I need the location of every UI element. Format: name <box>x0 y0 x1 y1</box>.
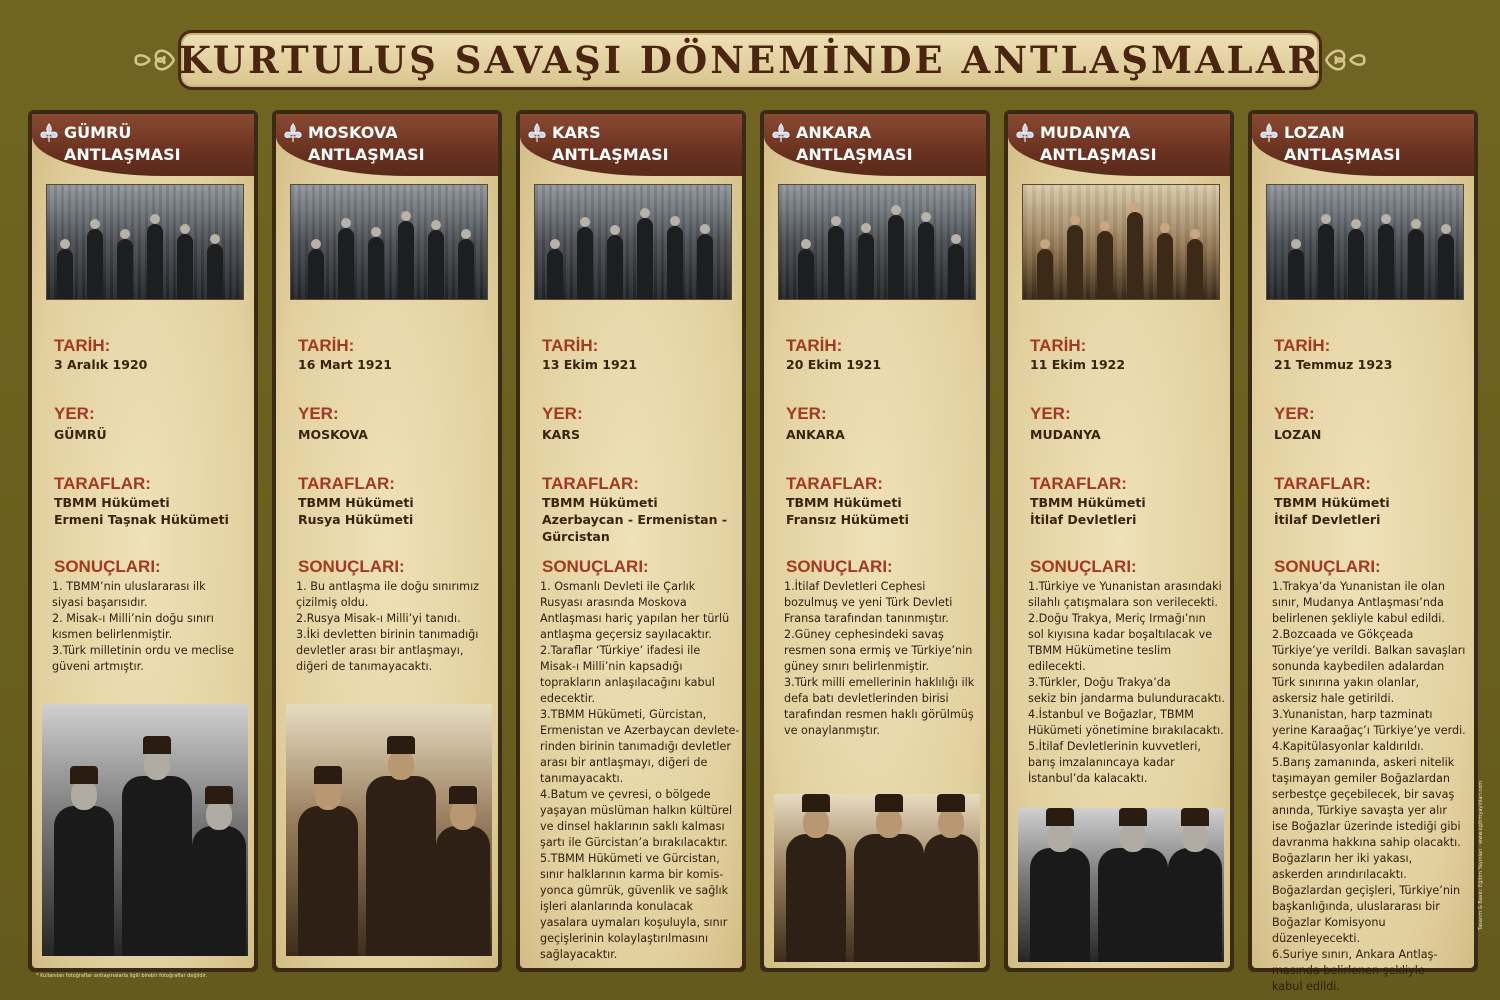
date-value: 20 Ekim 1921 <box>786 357 882 372</box>
bottom-photo-figure <box>924 834 978 962</box>
place-label: YER: <box>298 404 339 423</box>
party-line: Gürcistan <box>542 529 610 544</box>
parties-value <box>786 494 982 528</box>
result-line: 5.Barış zamanında, askeri nitelik <box>1272 756 1455 769</box>
party-line: Azerbaycan - Ermenistan - <box>542 512 728 527</box>
result-line: bozulmuş ve yeni Türk Devleti <box>784 596 953 609</box>
party-line: Ermeni Taşnak Hükümeti <box>54 512 229 527</box>
photo-figure <box>888 215 904 299</box>
parties-value <box>298 494 494 528</box>
treaty-name-line1: ANKARA <box>796 123 872 142</box>
bottom-photo-figure <box>1098 848 1168 962</box>
result-line: askerden arındırılacaktı. <box>1272 868 1407 881</box>
treaty-name <box>796 122 913 166</box>
result-line: ve dinsel haklarının saklı kalması <box>540 820 725 833</box>
panel-body <box>32 114 254 968</box>
photo-figure <box>1157 233 1173 299</box>
photo-figure <box>858 233 874 299</box>
result-line: 3.Türk milletinin ordu ve meclise <box>52 644 235 657</box>
result-line: başkanlığında, uluslararası bir <box>1272 900 1440 913</box>
date-label: TARİH: <box>1030 336 1087 355</box>
date-value: 21 Temmuz 1923 <box>1274 357 1393 372</box>
treaty-panel-kars <box>516 110 746 972</box>
photo-figure <box>1097 231 1113 299</box>
result-line: sonunda kaybedilen adalardan <box>1272 660 1445 673</box>
title-banner <box>130 28 1370 94</box>
treaty-name <box>1040 122 1157 166</box>
photo-figure <box>147 224 163 299</box>
result-line: 5.TBMM Hükümeti ve Gürcistan, <box>540 852 720 865</box>
results-label: SONUÇLARI: <box>1030 557 1137 576</box>
result-line: devletler arası bir antlaşmayı, <box>296 644 464 657</box>
party-line: TBMM Hükümeti <box>786 495 902 510</box>
result-line: sağlayacaktır. <box>540 948 618 961</box>
result-line: Türk sınırına yakın olanlar, <box>1272 676 1420 689</box>
result-line: taşımayan gemiler Boğazlardan <box>1272 772 1450 785</box>
photo-figure <box>57 249 73 299</box>
photo-figure <box>1037 249 1053 299</box>
fleur-de-lis-icon <box>38 122 60 144</box>
result-line: Rusyası arasında Moskova <box>540 596 687 609</box>
parties-label: TARAFLAR: <box>1030 474 1127 493</box>
photo-figure <box>607 235 623 299</box>
result-line: Boğazlardan geçişleri, Türkiye’nin <box>1272 884 1461 897</box>
results-label: SONUÇLARI: <box>1274 557 1381 576</box>
result-line: kısmen belirlenmiştir. <box>52 628 173 641</box>
treaty-name <box>552 122 669 166</box>
result-line: askersiz hale getirildi. <box>1272 692 1395 705</box>
result-line: 2.Rusya Misak-ı Milli’yi tanıdı. <box>296 612 461 625</box>
photo-figure <box>1288 249 1304 299</box>
bottom-photo-figure <box>366 776 436 956</box>
result-line: arası bir antlaşmayı, diğeri de <box>540 756 708 769</box>
result-line: Misak-ı Milli’nin kapsadığı <box>540 660 683 673</box>
result-line: sekiz bin jandarma bulunduracaktı. <box>1028 692 1225 705</box>
party-line: İtilaf Devletleri <box>1030 512 1137 527</box>
photo-figure <box>398 221 414 299</box>
result-line: 2. Misak-ı Milli’nin doğu sınırı <box>52 612 214 625</box>
result-line: Boğazlar Komisyonu düzenleyecekti. <box>1272 916 1386 945</box>
treaty-panel-ankara <box>760 110 990 972</box>
result-line: sol kıyısına kadar boşaltılacak ve <box>1028 628 1213 641</box>
panel-header <box>520 114 742 176</box>
place-label: YER: <box>54 404 95 423</box>
photo-figure <box>697 234 713 299</box>
party-line: TBMM Hükümeti <box>1030 495 1146 510</box>
results-text <box>1272 579 1472 995</box>
place-value: MUDANYA <box>1030 427 1101 442</box>
result-line: yasalara uymaları koşuluyla, sınır <box>540 916 728 929</box>
treaty-panel-lozan <box>1248 110 1478 993</box>
treaty-name-line2: ANTLAŞMASI <box>552 145 669 164</box>
panel-header <box>1008 114 1230 176</box>
bottom-photo-figure <box>192 826 246 956</box>
party-line: TBMM Hükümeti <box>298 495 414 510</box>
treaty-name <box>308 122 425 166</box>
panel-body <box>520 114 742 968</box>
result-line: 3.TBMM Hükümeti, Gürcistan, <box>540 708 707 721</box>
panel-header <box>32 114 254 176</box>
photo-figure <box>1378 224 1394 299</box>
result-line: resmen sona ermiş ve Türkiye’nin <box>784 644 973 657</box>
treaty-name <box>64 122 181 166</box>
photo-figure <box>798 249 814 299</box>
date-value: 16 Mart 1921 <box>298 357 392 372</box>
result-line: şartı ile Gürcistan’a bırakılacaktır. <box>540 836 728 849</box>
place-label: YER: <box>786 404 827 423</box>
place-value: GÜMRÜ <box>54 427 107 442</box>
bottom-photo-figure <box>122 776 192 956</box>
date-label: TARİH: <box>542 336 599 355</box>
parties-label: TARAFLAR: <box>786 474 883 493</box>
panel-body <box>276 114 498 968</box>
result-line: 1.Trakya’da Yunanistan ile olan <box>1272 580 1445 593</box>
fleur-de-lis-icon <box>770 122 792 144</box>
photo-figure <box>87 229 103 299</box>
result-line: 1.Türkiye ve Yunanistan arasındaki <box>1028 580 1222 593</box>
result-line: 1. TBMM’nin uluslararası ilk <box>52 580 206 593</box>
result-line: 4.Kapitülasyonlar kaldırıldı. <box>1272 740 1424 753</box>
treaty-name-line1: MOSKOVA <box>308 123 398 142</box>
flourish-left-icon <box>130 36 178 84</box>
date-value: 3 Aralık 1920 <box>54 357 148 372</box>
result-line: İstanbul’da kalacaktı. <box>1028 772 1148 785</box>
fleur-de-lis-icon <box>1014 122 1036 144</box>
photo-figure <box>1187 239 1203 299</box>
result-line: sınır, Mudanya Antlaşması’nda <box>1272 596 1444 609</box>
bottom-photo <box>1018 808 1224 962</box>
results-label: SONUÇLARI: <box>542 557 649 576</box>
side-credit: Tasarım & Baskı: Eğitim Yayınları · www.egitimyayinlari.com <box>1478 780 1484 930</box>
result-line: anında, Türkiye savaşta yer alır <box>1272 804 1447 817</box>
result-line: sınır halklarının karma bir komis- <box>540 868 724 881</box>
bottom-photo-figure <box>786 834 846 962</box>
place-value: KARS <box>542 427 580 442</box>
panel-body <box>1008 114 1230 968</box>
place-value: LOZAN <box>1274 427 1322 442</box>
result-line: edecektir. <box>540 692 596 705</box>
result-line: güveni artmıştır. <box>52 660 144 673</box>
result-line: 6.Suriye sınırı, Ankara Antlaş- <box>1272 948 1438 961</box>
bottom-photo <box>774 794 980 962</box>
result-line: güney sınırı belirlenmiştir. <box>784 660 930 673</box>
photo-figure <box>117 239 133 299</box>
photo-figure <box>338 228 354 299</box>
result-line: 5.İtilaf Devletlerinin kuvvetleri, <box>1028 740 1201 753</box>
result-line: siyasi başarısıdır. <box>52 596 148 609</box>
date-value: 11 Ekim 1922 <box>1030 357 1126 372</box>
result-line: davranma hakkına sahip olacaktı. <box>1272 836 1461 849</box>
panel-body <box>764 114 986 968</box>
result-line: 3.İki devletten birinin tanımadığı <box>296 628 479 641</box>
result-line: 3.Türkler, Doğu Trakya’da <box>1028 676 1171 689</box>
result-line: 4.İstanbul ve Boğazlar, TBMM <box>1028 708 1194 721</box>
result-line: Antlaşması hariç yapılan her türlü <box>540 612 730 625</box>
photo-figure <box>1348 229 1364 299</box>
bottom-photo-figure <box>1168 848 1222 962</box>
party-line: Fransız Hükümeti <box>786 512 909 527</box>
result-line: 1. Osmanlı Devleti ile Çarlık <box>540 580 696 593</box>
treaty-name-line2: ANTLAŞMASI <box>308 145 425 164</box>
result-line: Ermenistan ve Azerbaycan devlete- <box>540 724 740 737</box>
treaty-photo <box>778 184 976 300</box>
result-line: 1.İtilaf Devletleri Cephesi <box>784 580 926 593</box>
party-line: TBMM Hükümeti <box>542 495 658 510</box>
result-line: diğeri de tanımayacaktı. <box>296 660 433 673</box>
treaty-photo <box>1022 184 1220 300</box>
treaty-photo <box>1266 184 1464 300</box>
result-line: silahlı çatışmalara son verilecekti. <box>1028 596 1218 609</box>
treaty-panel-moskova <box>272 110 502 972</box>
party-line: TBMM Hükümeti <box>1274 495 1390 510</box>
result-line: yerine Karaağaç’ı Türkiye’ye verdi. <box>1272 724 1466 737</box>
treaty-name-line2: ANTLAŞMASI <box>1284 145 1401 164</box>
date-label: TARİH: <box>298 336 355 355</box>
party-line: Rusya Hükümeti <box>298 512 414 527</box>
place-value: ANKARA <box>786 427 845 442</box>
panel-header <box>276 114 498 176</box>
panel-header <box>764 114 986 176</box>
result-line: defa batı devletlerinden birisi <box>784 692 949 705</box>
result-line: 2.Güney cephesindeki savaş <box>784 628 944 641</box>
result-line: 3.Yunanistan, harp tazminatı <box>1272 708 1433 721</box>
treaty-panel-mudanya <box>1004 110 1234 972</box>
parties-label: TARAFLAR: <box>54 474 151 493</box>
results-text <box>296 579 496 675</box>
treaty-photo <box>46 184 244 300</box>
place-label: YER: <box>1274 404 1315 423</box>
result-line: serbestçe geçebilecek, bir savaş <box>1272 788 1455 801</box>
treaty-name-line1: KARS <box>552 123 601 142</box>
photo-figure <box>1318 224 1334 299</box>
result-line: ve onaylanmıştır. <box>784 724 880 737</box>
results-text <box>784 579 984 739</box>
treaty-name-line2: ANTLAŞMASI <box>64 145 181 164</box>
result-line: çizilmiş oldu. <box>296 596 369 609</box>
photo-figure <box>368 237 384 299</box>
photo-figure <box>428 230 444 299</box>
party-line: TBMM Hükümeti <box>54 495 170 510</box>
result-line: 2.Bozcaada ve Gökçeada <box>1272 628 1414 641</box>
result-line: yaşayan müslüman halkın kültürel <box>540 804 733 817</box>
result-line: masında belirlenen şekliyle <box>1272 964 1425 977</box>
result-line: Türkiye’ye verildi. Balkan savaşları <box>1272 644 1466 657</box>
result-line: antlaşma geçersiz sayılacaktır. <box>540 628 712 641</box>
photo-figure <box>547 249 563 299</box>
photo-figure <box>207 244 223 299</box>
photo-figure <box>667 226 683 299</box>
result-line: tanımayacaktı. <box>540 772 624 785</box>
panel-header <box>1252 114 1474 176</box>
bottom-photo <box>286 704 492 956</box>
result-line: Fransa tarafından tanınmıştır. <box>784 612 949 625</box>
result-line: işleri alanlarında konulacak <box>540 900 693 913</box>
treaty-name-line1: MUDANYA <box>1040 123 1131 142</box>
date-label: TARİH: <box>1274 336 1331 355</box>
treaty-name-line1: LOZAN <box>1284 123 1345 142</box>
treaty-name-line2: ANTLAŞMASI <box>1040 145 1157 164</box>
results-label: SONUÇLARI: <box>786 557 893 576</box>
result-line: belirlenen şekliyle kabul edildi. <box>1272 612 1445 625</box>
date-label: TARİH: <box>786 336 843 355</box>
parties-label: TARAFLAR: <box>542 474 639 493</box>
treaty-name <box>1284 122 1401 166</box>
place-label: YER: <box>1030 404 1071 423</box>
result-line: geçişlerinin kolaylaştırılmasını <box>540 932 709 945</box>
treaty-name-line1: GÜMRÜ <box>64 123 132 142</box>
treaty-panel-gumru <box>28 110 258 972</box>
photo-figure <box>577 227 593 299</box>
parties-value <box>54 494 250 528</box>
bottom-photo-figure <box>1030 848 1090 962</box>
panel-body <box>1252 114 1474 993</box>
result-line: kabul edildi. <box>1272 980 1340 993</box>
result-line: Hükümeti yönetimine bırakılacaktı. <box>1028 724 1224 737</box>
photo-figure <box>828 226 844 299</box>
title-box <box>178 30 1322 90</box>
results-label: SONUÇLARI: <box>54 557 161 576</box>
date-value: 13 Ekim 1921 <box>542 357 638 372</box>
place-value: MOSKOVA <box>298 427 368 442</box>
party-line: İtilaf Devletleri <box>1274 512 1381 527</box>
fleur-de-lis-icon <box>526 122 548 144</box>
bottom-photo-figure <box>436 826 490 956</box>
bottom-photo-figure <box>854 834 924 962</box>
results-text <box>1028 579 1228 787</box>
photo-figure <box>948 244 964 299</box>
result-line: 2.Doğu Trakya, Meriç Irmağı’nın <box>1028 612 1206 625</box>
result-line: barış imzalanıncaya kadar <box>1028 756 1175 769</box>
results-text <box>52 579 252 675</box>
footnote: * Kullanılan fotoğraflar antlaşmalarla ilgili birebir fotoğraflar değildir. <box>36 973 208 979</box>
photo-figure <box>1438 234 1454 299</box>
bottom-photo-figure <box>298 806 358 956</box>
treaty-photo <box>290 184 488 300</box>
date-label: TARİH: <box>54 336 111 355</box>
photo-figure <box>1067 225 1083 299</box>
fleur-de-lis-icon <box>1258 122 1280 144</box>
result-line: Boğazların her iki yakası, <box>1272 852 1413 865</box>
result-line: ise Boğazlar üzerinde istediği gibi <box>1272 820 1461 833</box>
photo-figure <box>637 218 653 299</box>
result-line: TBMM Hükümetine teslim edilecekti. <box>1028 644 1172 673</box>
result-line: 4.Batum ve çevresi, o bölgede <box>540 788 711 801</box>
parties-value <box>1274 494 1470 528</box>
page-title: KURTULUŞ SAVAŞI DÖNEMİNDE ANTLAŞMALAR <box>178 38 1322 82</box>
fleur-de-lis-icon <box>282 122 304 144</box>
photo-figure <box>1408 229 1424 299</box>
photo-figure <box>458 239 474 299</box>
results-text <box>540 579 740 963</box>
photo-figure <box>918 222 934 299</box>
photo-figure <box>1127 212 1143 299</box>
treaty-photo <box>534 184 732 300</box>
result-line: 1. Bu antlaşma ile doğu sınırımız <box>296 580 480 593</box>
photo-figure <box>177 234 193 299</box>
parties-label: TARAFLAR: <box>1274 474 1371 493</box>
parties-value <box>542 494 738 545</box>
result-line: rinden birinin tanımadığı devletler <box>540 740 731 753</box>
treaty-name-line2: ANTLAŞMASI <box>796 145 913 164</box>
bottom-photo <box>42 704 248 956</box>
results-label: SONUÇLARI: <box>298 557 405 576</box>
result-line: toprakların anlaşılacağını kabul <box>540 676 715 689</box>
bottom-photo-figure <box>54 806 114 956</box>
place-label: YER: <box>542 404 583 423</box>
parties-value <box>1030 494 1226 528</box>
parties-label: TARAFLAR: <box>298 474 395 493</box>
result-line: 2.Taraflar ‘Türkiye’ ifadesi ile <box>540 644 701 657</box>
result-line: yonca gümrük, güvenlik ve sağlık <box>540 884 729 897</box>
result-line: 3.Türk milli emellerinin haklılığı ilk <box>784 676 975 689</box>
flourish-right-icon <box>1322 36 1370 84</box>
photo-figure <box>308 249 324 299</box>
result-line: tarafından resmen haklı görülmüş <box>784 708 974 721</box>
